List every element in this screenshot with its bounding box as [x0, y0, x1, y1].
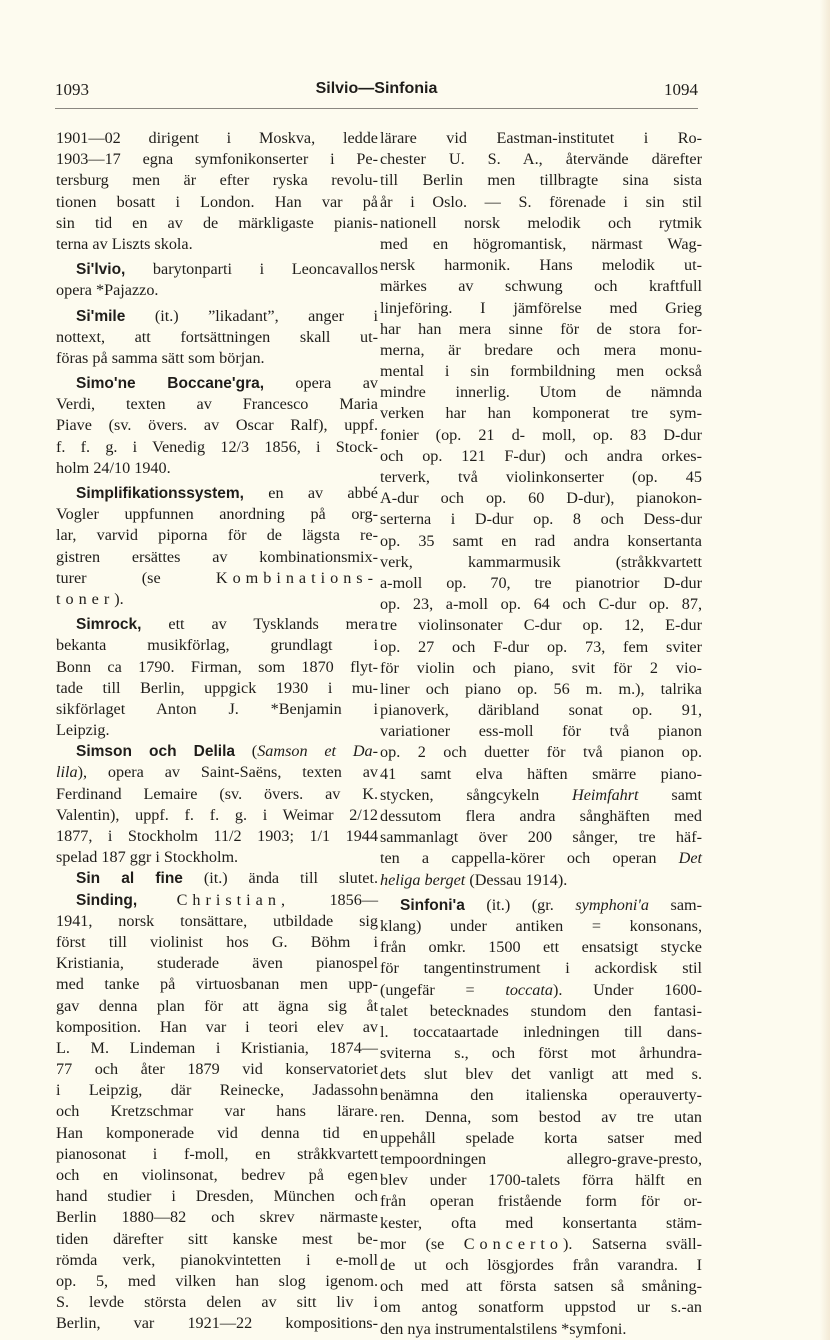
text-line: en av abbé	[243, 484, 378, 502]
italic-term: toccata	[505, 980, 553, 999]
text-line: (it.) (gr.	[464, 895, 576, 914]
text-line: ). Under 1600-	[552, 980, 703, 999]
text-line: opera av	[264, 374, 378, 393]
person-name: Christian,	[176, 890, 290, 909]
entry-simrock	[56, 614, 378, 741]
entry-simplifikationssystem	[56, 483, 378, 610]
entry-sin-al-fine	[56, 868, 378, 889]
text-line: Berlin 1880—82 och skrev närmaste	[56, 1208, 378, 1227]
text-line: linjeföring. I jämförelse med Grieg	[380, 298, 702, 317]
entry-sinfonia	[380, 895, 702, 1340]
text-line: ). Satserna sväll-	[563, 1234, 702, 1253]
text-line: uppehåll spelade korta satser med	[380, 1128, 702, 1147]
text-line: sammanlagt över 200 sånger, tre häf-	[380, 828, 702, 847]
text-line: från omkr. 1500 ett ensatsigt stycke	[380, 938, 702, 957]
header-rule	[55, 108, 698, 109]
cross-reference-link[interactable]: Kombinations-	[215, 568, 378, 587]
text-line: bekanta musikförlag, grundlagt i	[56, 636, 378, 655]
text-line: de ut och lösgjordes från varandra. I	[380, 1255, 702, 1274]
text-line: har han mera sinne för de stora for-	[380, 319, 702, 338]
entry-sinding-continued	[380, 128, 702, 891]
text-line: (Dessau 1914).	[465, 870, 568, 889]
text-line: Vogler uppfunnen anordning på org-	[56, 505, 378, 524]
text-line: 1903—17 egna symfonikonserter i Pe-	[56, 150, 378, 169]
text-line: Leipzig.	[56, 721, 110, 740]
text-line: för tangentinstrument i ackordisk stil	[380, 959, 702, 978]
text-line: först till violinist hos G. Böhm i	[56, 932, 378, 951]
text-line: Verdi, texten av Francesco Maria	[56, 395, 378, 414]
right-column	[380, 128, 702, 1340]
text-line: dessutom flera andra sånghäften med	[380, 807, 702, 825]
entry-simson-och-delila	[56, 741, 378, 868]
text-line: om antog sonatform uppstod ur s.-an	[380, 1298, 702, 1317]
text-line: med en högromantisk, närmast Wag-	[380, 234, 702, 253]
text-line: sikförlaget Anton J. *Benjamin i	[56, 699, 378, 718]
page-number-right: 1094	[664, 80, 698, 99]
headword: Simson och Delila	[76, 743, 235, 761]
running-header	[55, 80, 698, 104]
text-line: (it.) ända till slutet.	[182, 869, 378, 888]
text-line: märkes av schwung och kraftfull	[380, 277, 702, 296]
headword: Simrock,	[76, 616, 142, 634]
text-line: ).	[114, 589, 124, 608]
text-line: tionen bosatt i London. Han var på	[56, 192, 378, 211]
text-line: mental i sin formbildning men också	[380, 362, 702, 381]
italic-title: Det	[678, 849, 702, 868]
text-line: ren. Denna, som bestod av tre utan	[380, 1107, 702, 1126]
headword: Sin al fine	[76, 870, 183, 888]
text-line: mindre innerlig. Utom de nämnda	[380, 383, 702, 402]
text-line: blev under 1700-talets förra hälft en	[380, 1171, 702, 1190]
text-line: (it.) ”likadant”, anger i	[125, 306, 378, 325]
entry-silvio	[56, 259, 378, 301]
text-line: benämna den italienska operauverty-	[380, 1086, 702, 1105]
text-line: op. 2 och duetter för två pianon op.	[380, 743, 702, 762]
text-line: (ungefär =	[380, 980, 506, 999]
text-line: terverk, två violinkonserter (op. 45	[380, 468, 702, 486]
text-line: tempoordningen allegro-grave-presto,	[380, 1150, 702, 1168]
cross-reference-link[interactable]: toner	[56, 589, 115, 608]
text-line: och med att första satsen så småning-	[380, 1277, 702, 1296]
text-line: lärare vid Eastman-institutet i Ro-	[380, 129, 702, 147]
text-line: komposition. Han var i teori elev av	[56, 1017, 378, 1036]
text-line: 77 och åter 1879 vid konservatoriet	[56, 1060, 378, 1079]
text-line: 41 samt elva häften smärre piano-	[380, 764, 702, 783]
text-line: a-moll op. 70, tre pianotrior D-dur	[380, 573, 702, 592]
text-line: gistren ersättes av kombinationsmix-	[56, 547, 378, 566]
text-line: tade till Berlin, uppgick 1930 i mu-	[56, 678, 378, 697]
text-line: med tanke på virtuosbanan men upp-	[56, 975, 378, 994]
text-line: 1877, i Stockholm 11/2 1903; 1/1 1944	[56, 827, 378, 845]
text-line: 1901—02 dirigent i Moskva, ledde	[56, 129, 378, 147]
italic-title: heliga berget	[380, 870, 466, 889]
text-line: för violin och piano, svit för 2 vio-	[380, 658, 702, 677]
text-line: tersburg men är efter ryska revolu-	[56, 171, 378, 190]
text-line: sviterna s., och först mot århundra-	[380, 1044, 702, 1063]
headword: Simplifikationssystem,	[76, 485, 244, 502]
headword: Simo'ne Boccane'gra,	[76, 375, 265, 393]
text-line: holm 24/10 1940.	[56, 458, 171, 477]
text-line: variationer ess-moll för två pianon	[380, 722, 702, 741]
text-line: och op. 121 F-dur) och andra orkes-	[380, 446, 702, 465]
headword: Si'mile	[76, 307, 126, 325]
text-line: turer (se	[56, 568, 216, 587]
text-line: pianosonat i f-moll, en stråkkvartett	[56, 1144, 378, 1163]
text-line: Kristiania, studerade även pianospel	[56, 954, 378, 973]
text-line: op. 5, med vilken han slog igenom.	[56, 1271, 378, 1290]
text-line: fonier (op. 21 d- moll, op. 83 D-dur	[380, 425, 702, 444]
text-line: 1941, norsk tonsättare, utbildade sig	[56, 911, 378, 930]
entry-simile	[56, 306, 378, 370]
text-line: gav denna plan för att ägna sig åt	[56, 996, 378, 1015]
text-line: verken har han komponerat tre sym-	[380, 404, 702, 423]
text-line: stycken, sångcykeln	[380, 785, 573, 804]
text-line: sin tid en av de märkligaste pianis-	[56, 213, 378, 232]
text-line: merna, är bredare och mera monu-	[380, 340, 702, 359]
text-line: A-dur och op. 60 D-dur), pianokon-	[380, 489, 702, 508]
text-line: nottext, att fortsättningen skall ut-	[56, 327, 378, 346]
text-line: sam-	[648, 895, 702, 914]
left-column	[56, 128, 378, 1335]
text-line: opera *Pajazzo.	[56, 281, 159, 300]
text-line: nationell norsk melodik och rytmik	[380, 213, 702, 232]
text-line: föras på samma sätt som början.	[56, 348, 265, 367]
text-line: L. M. Lindeman i Kristiania, 1874—	[56, 1038, 378, 1057]
italic-title: lila	[56, 763, 78, 782]
text-line: samt	[638, 785, 702, 804]
text-line: kester, ofta med konsertanta stäm-	[380, 1213, 702, 1232]
headword: Sinfoni'a	[400, 896, 465, 914]
text-line: nersk harmonik. Hans melodik ut-	[380, 256, 702, 275]
text-line: till Berlin men tillbragte sina sista	[380, 171, 702, 190]
text-line: ten a cappella-körer och operan	[380, 849, 679, 868]
text-line: op. 23, a-moll op. 64 och C-dur op. 87,	[380, 595, 702, 614]
text-line: ett av Tysklands mera	[141, 615, 378, 634]
text-line: chester U. S. A., återvände därefter	[380, 150, 702, 169]
entry-continuation	[56, 128, 378, 255]
text-line: op. 35 samt en rad andra konsertanta	[380, 531, 702, 550]
text-line: Ferdinand Lemaire (sv. övers. av K.	[56, 784, 378, 803]
text-line: S. levde största delen av sitt liv i	[56, 1293, 378, 1312]
text-line: hand studier i Dresden, München och	[56, 1187, 378, 1206]
headword: Sinding,	[76, 891, 138, 909]
text-line: 1856—	[290, 890, 379, 909]
entry-sinding	[56, 890, 378, 1335]
text-line: Han komponerade vid denna tid en	[56, 1123, 378, 1142]
text-line: år i Oslo. — S. förenade i sin stil	[380, 192, 702, 211]
text-line: spelad 187 ggr i Stockholm.	[56, 848, 239, 867]
page-number-left: 1093	[55, 80, 89, 99]
text-line: liner och piano op. 56 m. m.), talrika	[380, 679, 702, 698]
running-title: Silvio—Sinfonia	[315, 80, 438, 97]
italic-term: symphoni'a	[575, 895, 649, 914]
text-line: den nya instrumentalstilens *symfoni.	[380, 1319, 627, 1338]
text-line: ), opera av Saint-Saëns, texten av	[77, 763, 378, 782]
text-line: pianoverk, däribland sonat op. 91,	[380, 701, 702, 720]
text-line: klang) under antiken = konsonans,	[380, 916, 702, 935]
text-line: römda verk, pianokvintetten i e-moll	[56, 1250, 378, 1269]
text-line: Berlin, var 1921—22 kompositions-	[56, 1314, 378, 1333]
italic-title: Samson et Da-	[257, 742, 378, 761]
headword: Si'lvio,	[76, 261, 126, 279]
text-line: tre violinsonater C-dur op. 12, E-dur	[380, 616, 702, 635]
text-line: talet betecknades stundom den fantasi-	[380, 1001, 702, 1020]
text-line: från operan fristående form för or-	[380, 1192, 702, 1211]
text-line: i Leipzig, där Reinecke, Jadassohn	[56, 1081, 378, 1100]
text-line: mor (se	[380, 1234, 464, 1253]
entry-simone-boccanegra	[56, 373, 378, 479]
text-line: terna av Liszts skola.	[56, 234, 193, 253]
text-line: op. 27 och F-dur op. 73, fem sviter	[380, 637, 702, 656]
text-line: lar, varvid piporna för de lägsta re-	[56, 526, 378, 545]
text-line: f. f. g. i Venedig 12/3 1856, i Stock-	[56, 437, 378, 456]
cross-reference-link[interactable]: Concerto	[463, 1234, 564, 1253]
text-line: Bonn ca 1790. Firman, som 1870 flyt-	[56, 657, 378, 676]
text-line: verk, kammarmusik (stråkkvartett	[380, 552, 702, 571]
text-line: Piave (sv. övers. av Oscar Ralf), uppf.	[56, 416, 378, 435]
text-line: och Kretzschmar var hans lärare.	[56, 1102, 378, 1121]
text-line: serterna i D-dur op. 8 och Dess-dur	[380, 510, 702, 529]
text-line: (	[235, 742, 258, 761]
text-line: dets slut blev det vanligt att med s.	[380, 1065, 702, 1084]
text-line: och en violinsonat, bedrev på egen	[56, 1166, 378, 1184]
text-line: Valentin), uppf. f. f. g. i Weimar 2/12	[56, 805, 378, 824]
page-edge-shadow	[820, 0, 830, 1340]
italic-title: Heimfahrt	[572, 785, 639, 804]
text-line: tiden därefter sitt kanske mest be-	[56, 1229, 378, 1248]
text-line: barytonparti i Leoncavallos	[125, 260, 378, 279]
text-line: l. toccataartade inledningen till dans-	[380, 1022, 702, 1041]
